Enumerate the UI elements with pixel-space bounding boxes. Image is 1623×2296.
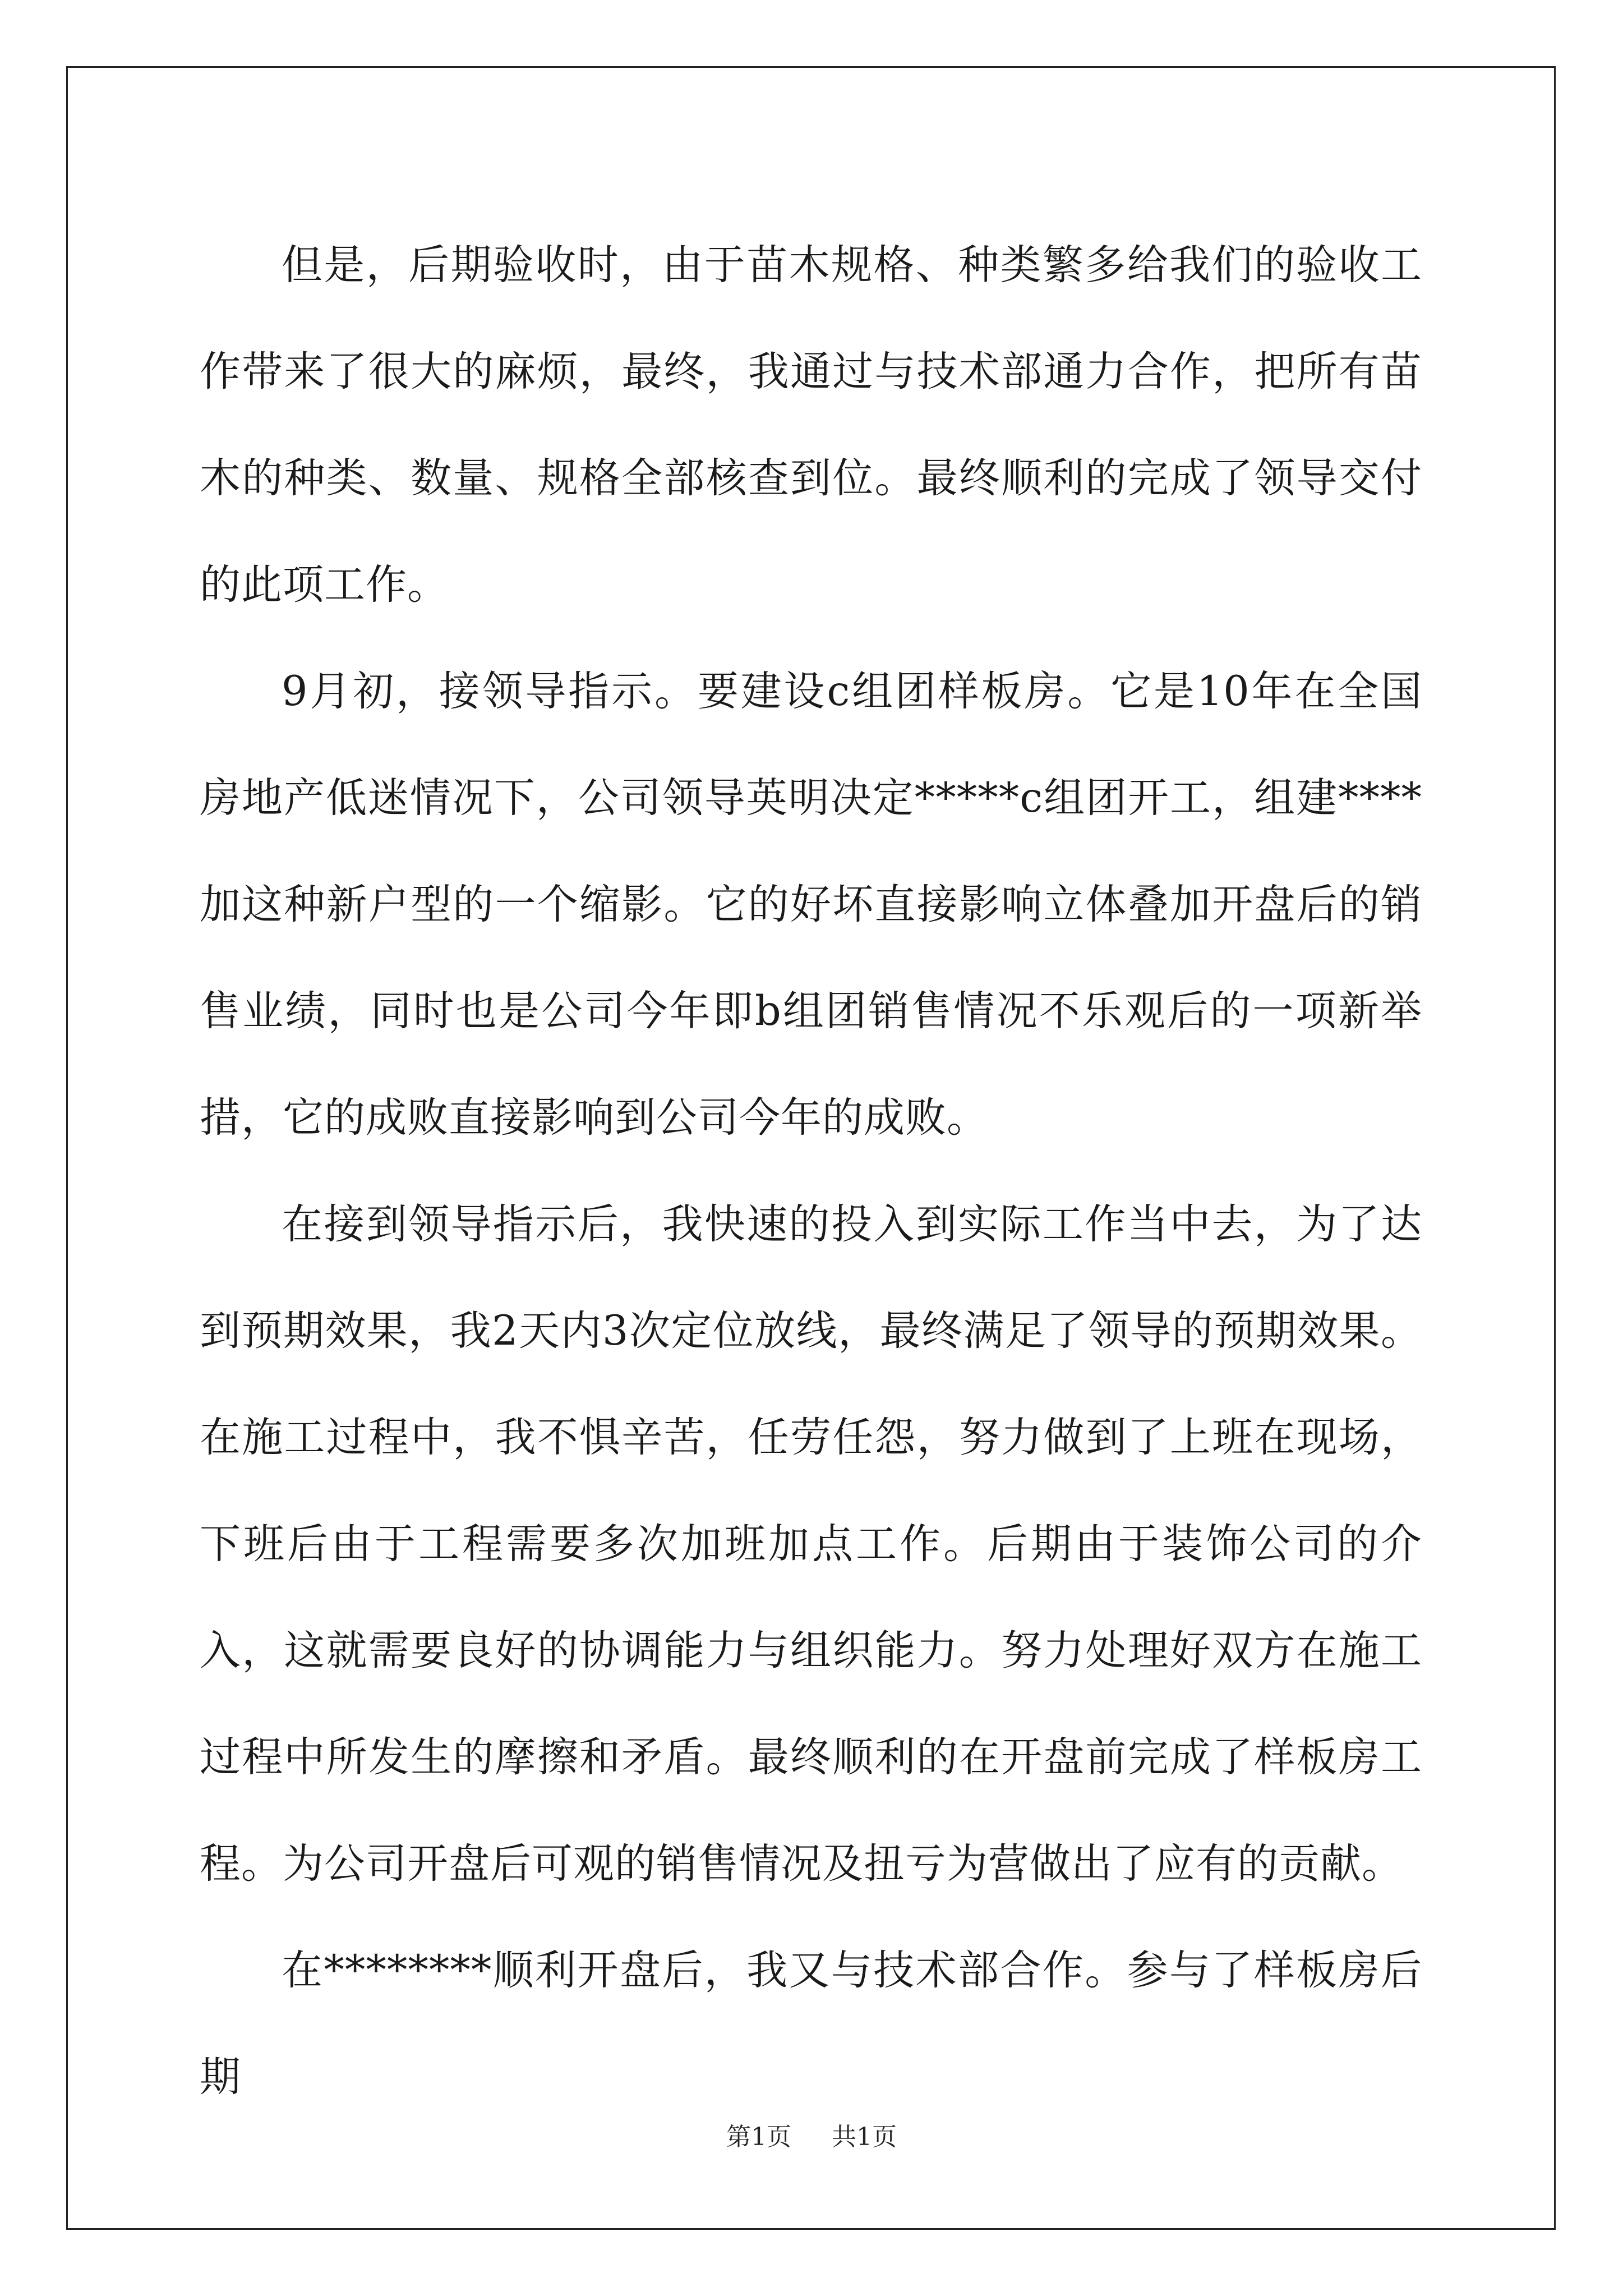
paragraph-3: 在接到领导指示后，我快速的投入到实际工作当中去，为了达到预期效果，我2天内3次定位放线，最终满足了领导的预期效果。在施工过程中，我不惧辛苦，任劳任怨，努力做到了上班在现场，下班后由于工程需要多次加班加点工作。后期由于装饰公司的介入，这就需要良好的协调能力与组织能力。努力处理好双方在施工过程中所发生的摩擦和矛盾。最终顺利的在开盘前完成了样板房工程。为公司开盘后可观的销售情况及扭亏为营做出了应有的贡献。 bbox=[200, 1200, 1422, 1888]
page-number: 第1页 bbox=[726, 2123, 791, 2151]
document-body bbox=[200, 212, 1422, 2131]
paragraph-1: 但是，后期验收时，由于苗木规格、种类繁多给我们的验收工作带来了很大的麻烦，最终，我通过与技术部通力合作，把所有苗木的种类、数量、规格全部核查到位。最终顺利的完成了领导交付的此项工作。 bbox=[200, 241, 1422, 609]
page-total: 共1页 bbox=[832, 2123, 897, 2151]
page-footer bbox=[0, 2120, 1623, 2154]
paragraph-2: 9月初，接领导指示。要建设c组团样板房。它是10年在全国房地产低迷情况下，公司领导英明决定*****c组团开工，组建****加这种新户型的一个缩影。它的好坏直接影响立体叠加开盘后的销售业绩，同时也是公司今年即b组团销售情况不乐观后的一项新举措，它的成败直接影响到公司今年的成败。 bbox=[200, 668, 1422, 1142]
paragraph-4: 在********顺利开盘后，我又与技术部合作。参与了样板房后期 bbox=[200, 1947, 1422, 2101]
